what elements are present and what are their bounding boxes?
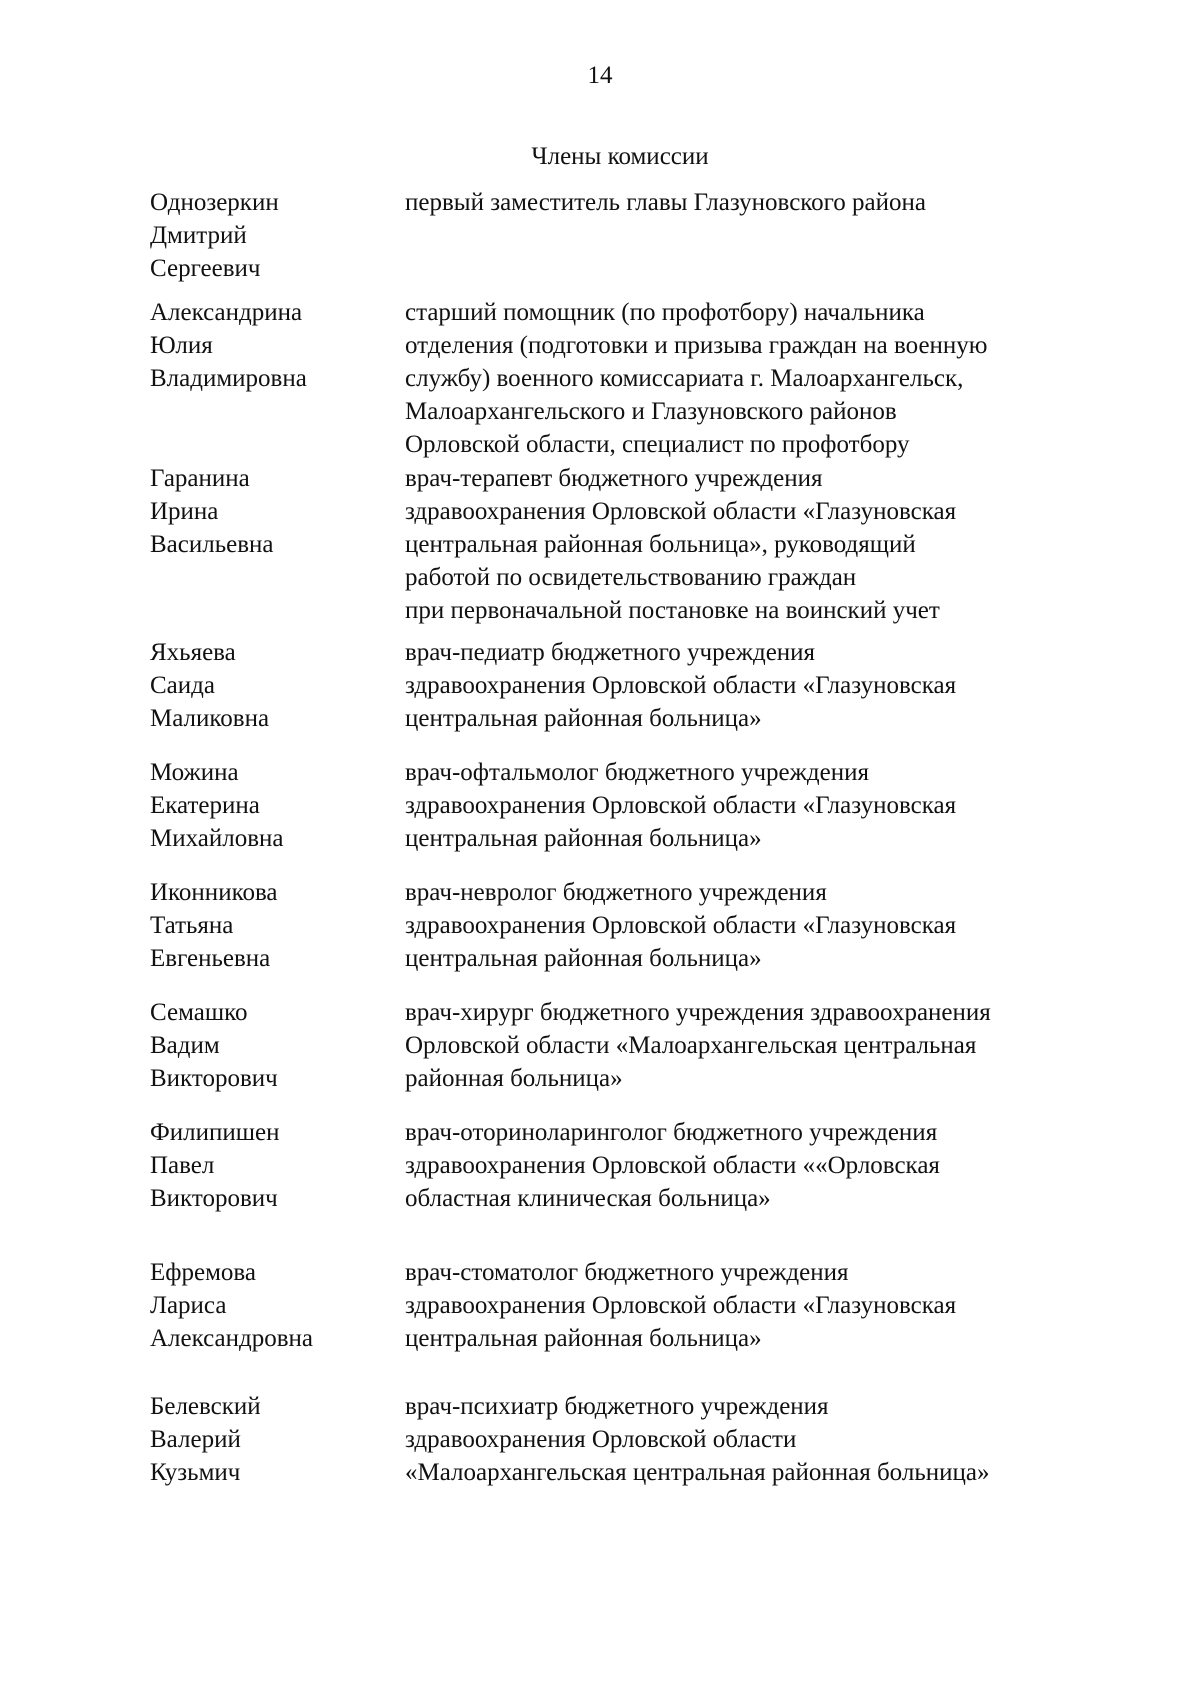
role-line: центральная районная больница», руководящий (405, 531, 916, 558)
member-first-name: Дмитрий (150, 222, 247, 249)
member-surname: Филипишен (150, 1119, 280, 1146)
member-role (405, 876, 1105, 975)
role-line: врач-офтальмолог бюджетного учреждения (405, 759, 869, 786)
member-surname: Можина (150, 759, 239, 786)
member-patronymic: Сергеевич (150, 255, 261, 282)
role-line: отделения (подготовки и призыва граждан на военную (405, 332, 988, 359)
member-role (405, 756, 1105, 855)
role-line: здравоохранения Орловской области «Глазуновская (405, 792, 957, 819)
role-line: центральная районная больница» (405, 945, 762, 972)
member-first-name: Екатерина (150, 792, 260, 819)
member-surname: Семашко (150, 999, 248, 1026)
member-patronymic: Евгеньевна (150, 945, 271, 972)
member-name (150, 462, 390, 561)
member-surname: Александрина (150, 299, 303, 326)
member-role (405, 296, 1105, 461)
role-line: центральная районная больница» (405, 825, 762, 852)
member-patronymic: Кузьмич (150, 1459, 241, 1486)
member-role (405, 462, 1105, 627)
member-surname: Однозеркин (150, 189, 279, 216)
member-patronymic: Михайловна (150, 825, 284, 852)
member-first-name: Татьяна (150, 912, 234, 939)
member-role (405, 1390, 1105, 1489)
member-role (405, 186, 1105, 219)
member-patronymic: Викторович (150, 1065, 278, 1092)
role-line: здравоохранения Орловской области (405, 1426, 797, 1453)
member-patronymic: Владимировна (150, 365, 307, 392)
member-patronymic: Васильевна (150, 531, 274, 558)
member-first-name: Павел (150, 1152, 215, 1179)
member-name (150, 296, 390, 395)
member-first-name: Юлия (150, 332, 213, 359)
member-name (150, 1256, 390, 1355)
role-line: врач-хирург бюджетного учреждения здравоохранения (405, 999, 991, 1026)
role-line: «Малоархангельская центральная районная больница» (405, 1459, 990, 1486)
role-line: при первоначальной постановке на воинский учет (405, 597, 940, 624)
member-role (405, 636, 1105, 735)
role-line: врач-невролог бюджетного учреждения (405, 879, 827, 906)
member-name (150, 996, 390, 1095)
member-name (150, 1116, 390, 1215)
role-line: врач-терапевт бюджетного учреждения (405, 465, 823, 492)
member-name (150, 636, 390, 735)
member-first-name: Ирина (150, 498, 219, 525)
page-number: 14 (587, 62, 613, 89)
member-patronymic: Викторович (150, 1185, 278, 1212)
role-line: здравоохранения Орловской области «Глазуновская (405, 912, 957, 939)
member-role (405, 996, 1105, 1095)
member-surname: Гаранина (150, 465, 250, 492)
member-name (150, 186, 390, 285)
member-role (405, 1256, 1105, 1355)
member-first-name: Вадим (150, 1032, 220, 1059)
role-line: первый заместитель главы Глазуновского района (405, 189, 927, 216)
member-name (150, 876, 390, 975)
role-line: врач-стоматолог бюджетного учреждения (405, 1259, 849, 1286)
member-first-name: Валерий (150, 1426, 241, 1453)
role-line: Орловской области «Малоархангельская центральная (405, 1032, 977, 1059)
role-line: районная больница» (405, 1065, 623, 1092)
role-line: врач-оториноларинголог бюджетного учреждения (405, 1119, 938, 1146)
role-line: работой по освидетельствованию граждан (405, 564, 857, 591)
role-line: врач-психиатр бюджетного учреждения (405, 1393, 829, 1420)
member-role (405, 1116, 1105, 1215)
role-line: старший помощник (по профотбору) начальника (405, 299, 925, 326)
role-line: здравоохранения Орловской области ««Орловская (405, 1152, 940, 1179)
role-line: здравоохранения Орловской области «Глазуновская (405, 1292, 957, 1319)
member-first-name: Саида (150, 672, 215, 699)
role-line: центральная районная больница» (405, 1325, 762, 1352)
role-line: областная клиническая больница» (405, 1185, 771, 1212)
role-line: здравоохранения Орловской области «Глазуновская (405, 672, 957, 699)
role-line: врач-педиатр бюджетного учреждения (405, 639, 816, 666)
member-surname: Ефремова (150, 1259, 256, 1286)
member-surname: Иконникова (150, 879, 278, 906)
member-first-name: Лариса (150, 1292, 227, 1319)
role-line: центральная районная больница» (405, 705, 762, 732)
member-patronymic: Александровна (150, 1325, 314, 1352)
member-surname: Яхьяева (150, 639, 236, 666)
role-line: Малоархангельского и Глазуновского районов (405, 398, 897, 425)
section-title: Члены комиссии (531, 143, 709, 170)
role-line: здравоохранения Орловской области «Глазуновская (405, 498, 957, 525)
member-surname: Белевский (150, 1393, 261, 1420)
member-name (150, 1390, 390, 1489)
member-name (150, 756, 390, 855)
role-line: службу) военного комиссариата г. Малоархангельск, (405, 365, 964, 392)
role-line: Орловской области, специалист по профотбору (405, 431, 910, 458)
member-patronymic: Маликовна (150, 705, 270, 732)
